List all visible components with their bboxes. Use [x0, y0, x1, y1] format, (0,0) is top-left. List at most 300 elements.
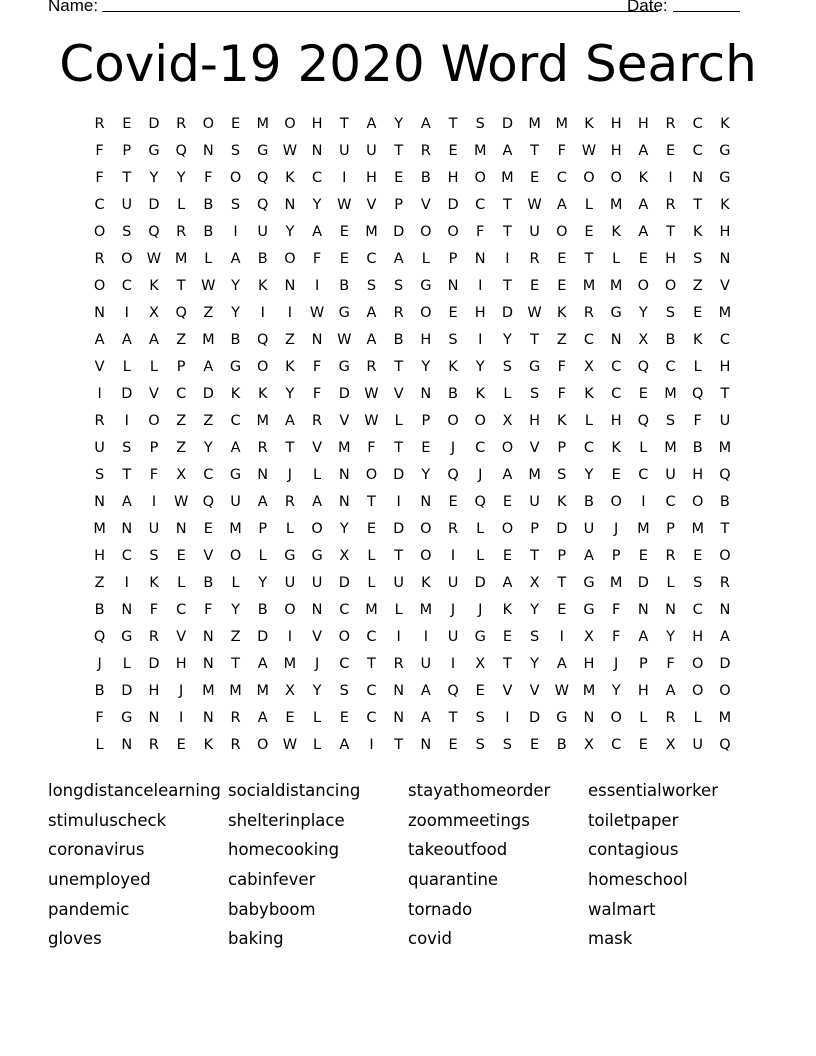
grid-letter[interactable]: E	[638, 251, 648, 267]
grid-letter[interactable]: H	[529, 413, 541, 429]
grid-letter[interactable]: F	[95, 710, 104, 726]
grid-letter[interactable]: Y	[231, 602, 240, 618]
grid-letter[interactable]: K	[584, 386, 594, 402]
grid-letter[interactable]: U	[692, 737, 704, 753]
grid-letter[interactable]: Z	[284, 332, 295, 348]
grid-letter[interactable]: E	[339, 251, 349, 267]
grid-letter[interactable]: C	[583, 440, 595, 456]
grid-letter[interactable]: X	[638, 332, 649, 348]
grid-letter[interactable]: S	[366, 278, 377, 294]
grid-letter[interactable]: L	[421, 251, 430, 267]
grid-letter[interactable]: U	[94, 440, 105, 456]
grid-letter[interactable]: L	[476, 521, 485, 537]
grid-letter[interactable]: K	[285, 359, 295, 375]
grid-letter[interactable]: K	[257, 278, 268, 294]
grid-letter[interactable]: O	[556, 224, 568, 240]
grid-letter[interactable]: C	[366, 710, 377, 726]
grid-letter[interactable]: L	[313, 737, 322, 753]
grid-letter[interactable]: P	[258, 521, 268, 537]
grid-letter[interactable]: O	[610, 170, 622, 186]
grid-letter[interactable]: I	[450, 548, 456, 564]
grid-letter[interactable]: X	[665, 737, 676, 753]
grid-letter[interactable]: T	[176, 278, 186, 294]
grid-letter[interactable]: R	[176, 224, 187, 240]
grid-letter[interactable]: K	[692, 224, 703, 240]
grid-letter[interactable]: J	[97, 656, 102, 672]
grid-letter[interactable]: H	[692, 629, 704, 645]
grid-letter[interactable]: L	[313, 710, 322, 726]
grid-letter[interactable]: N	[148, 710, 160, 726]
grid-letter[interactable]: D	[121, 683, 133, 699]
grid-letter[interactable]: N	[202, 629, 214, 645]
grid-letter[interactable]: F	[557, 359, 566, 375]
grid-letter[interactable]: Q	[175, 305, 187, 321]
grid-letter[interactable]: N	[420, 494, 432, 510]
grid-letter[interactable]: T	[693, 197, 703, 213]
grid-letter[interactable]: Q	[148, 224, 160, 240]
grid-letter[interactable]: B	[692, 440, 703, 456]
grid-letter[interactable]: O	[420, 521, 432, 537]
grid-letter[interactable]: T	[122, 467, 132, 483]
grid-letter[interactable]: T	[584, 251, 594, 267]
grid-letter[interactable]: V	[312, 440, 323, 456]
grid-letter[interactable]: L	[639, 440, 648, 456]
grid-letter[interactable]: D	[257, 629, 269, 645]
grid-letter[interactable]: M	[528, 116, 541, 132]
grid-letter[interactable]: G	[583, 575, 595, 591]
grid-letter[interactable]: O	[284, 251, 296, 267]
grid-letter[interactable]: G	[257, 143, 269, 159]
grid-letter[interactable]: R	[665, 710, 676, 726]
grid-letter[interactable]: C	[719, 332, 730, 348]
grid-letter[interactable]: S	[394, 278, 404, 294]
grid-letter[interactable]: L	[149, 359, 159, 375]
grid-letter[interactable]: I	[151, 494, 157, 510]
grid-letter[interactable]: Z	[203, 305, 214, 321]
grid-letter[interactable]: E	[122, 116, 132, 132]
grid-letter[interactable]: A	[366, 332, 377, 348]
grid-letter[interactable]: M	[609, 575, 623, 591]
grid-letter[interactable]: G	[420, 278, 432, 294]
grid-letter[interactable]: W	[201, 278, 216, 294]
grid-letter[interactable]: B	[393, 332, 404, 348]
grid-letter[interactable]: A	[230, 440, 241, 456]
grid-letter[interactable]: M	[174, 251, 188, 267]
grid-letter[interactable]: K	[149, 575, 159, 591]
grid-letter[interactable]: H	[719, 224, 731, 240]
grid-letter[interactable]: K	[638, 170, 649, 186]
grid-letter[interactable]: K	[720, 197, 730, 213]
grid-letter[interactable]: E	[557, 251, 567, 267]
grid-letter[interactable]: N	[610, 332, 622, 348]
grid-letter[interactable]: E	[176, 737, 186, 753]
grid-letter[interactable]: T	[502, 197, 512, 213]
grid-letter[interactable]: I	[423, 629, 428, 645]
grid-letter[interactable]: R	[420, 143, 431, 159]
grid-letter[interactable]: I	[478, 332, 483, 348]
grid-letter[interactable]: T	[367, 656, 376, 672]
grid-letter[interactable]: U	[529, 494, 540, 510]
grid-letter[interactable]: B	[203, 224, 214, 240]
grid-letter[interactable]: T	[394, 737, 404, 753]
grid-letter[interactable]: H	[637, 116, 649, 132]
grid-letter[interactable]: B	[339, 278, 350, 294]
grid-letter[interactable]: C	[339, 602, 350, 618]
grid-letter[interactable]: G	[610, 305, 622, 321]
grid-letter[interactable]: L	[231, 575, 240, 591]
grid-letter[interactable]: O	[229, 548, 242, 564]
grid-letter[interactable]: W	[282, 143, 298, 159]
grid-letter[interactable]: G	[338, 359, 350, 375]
grid-letter[interactable]: T	[720, 386, 730, 402]
grid-letter[interactable]: Y	[285, 224, 295, 240]
grid-letter[interactable]: U	[719, 413, 731, 429]
grid-letter[interactable]: C	[366, 629, 377, 645]
grid-letter[interactable]: Y	[285, 386, 295, 402]
grid-letter[interactable]: Q	[447, 683, 459, 699]
grid-letter[interactable]: I	[124, 305, 129, 321]
grid-letter[interactable]: H	[610, 143, 622, 159]
grid-letter[interactable]: H	[583, 656, 595, 672]
grid-letter[interactable]: C	[611, 359, 622, 375]
grid-letter[interactable]: C	[176, 602, 187, 618]
grid-letter[interactable]: Q	[447, 467, 459, 483]
grid-letter[interactable]: N	[583, 710, 595, 726]
grid-letter[interactable]: D	[529, 710, 541, 726]
grid-letter[interactable]: P	[149, 440, 159, 456]
grid-letter[interactable]: K	[421, 575, 431, 591]
grid-letter[interactable]: K	[257, 386, 268, 402]
grid-letter[interactable]: Z	[556, 332, 567, 348]
grid-letter[interactable]: C	[556, 170, 567, 186]
grid-letter[interactable]: I	[314, 278, 320, 294]
grid-letter[interactable]: F	[693, 413, 702, 429]
grid-letter[interactable]: B	[420, 170, 431, 186]
grid-letter[interactable]: R	[148, 629, 159, 645]
grid-letter[interactable]: V	[420, 197, 431, 213]
grid-letter[interactable]: E	[448, 305, 458, 321]
grid-letter[interactable]: I	[342, 170, 347, 186]
grid-letter[interactable]: I	[287, 305, 293, 321]
grid-letter[interactable]: U	[257, 224, 269, 240]
grid-letter[interactable]: V	[366, 197, 377, 213]
grid-letter[interactable]: D	[501, 116, 513, 132]
grid-letter[interactable]: K	[557, 494, 567, 510]
grid-letter[interactable]: S	[122, 224, 132, 240]
grid-letter[interactable]: G	[528, 359, 541, 375]
grid-letter[interactable]: D	[474, 575, 486, 591]
grid-letter[interactable]: D	[338, 575, 350, 591]
grid-letter[interactable]: I	[97, 386, 102, 402]
grid-letter[interactable]: N	[175, 521, 187, 537]
grid-letter[interactable]: E	[448, 494, 458, 510]
grid-letter[interactable]: U	[284, 575, 296, 591]
grid-letter[interactable]: H	[175, 656, 187, 672]
grid-letter[interactable]: N	[121, 737, 133, 753]
grid-letter[interactable]: R	[447, 521, 459, 537]
grid-letter[interactable]: W	[337, 197, 352, 213]
grid-letter[interactable]: C	[665, 359, 676, 375]
grid-letter[interactable]: I	[233, 224, 238, 240]
grid-letter[interactable]: R	[284, 494, 295, 510]
grid-letter[interactable]: O	[719, 683, 731, 699]
grid-letter[interactable]: O	[257, 737, 269, 753]
grid-letter[interactable]: O	[692, 656, 704, 672]
grid-letter[interactable]: Y	[231, 278, 240, 294]
grid-letter[interactable]: T	[666, 224, 675, 240]
grid-letter[interactable]: Y	[394, 116, 404, 132]
grid-letter[interactable]: M	[256, 116, 269, 132]
grid-letter[interactable]: U	[420, 656, 432, 672]
grid-letter[interactable]: T	[448, 116, 458, 132]
grid-letter[interactable]: A	[420, 116, 431, 132]
grid-letter[interactable]: B	[665, 332, 676, 348]
grid-letter[interactable]: R	[230, 710, 241, 726]
grid-letter[interactable]: B	[203, 575, 214, 591]
grid-letter[interactable]: X	[176, 467, 187, 483]
grid-letter[interactable]: H	[474, 305, 486, 321]
grid-letter[interactable]: A	[502, 575, 513, 591]
grid-letter[interactable]: L	[693, 359, 702, 375]
grid-letter[interactable]: J	[614, 521, 619, 537]
grid-letter[interactable]: E	[502, 548, 512, 564]
grid-letter[interactable]: J	[450, 440, 456, 456]
grid-letter[interactable]: P	[176, 359, 186, 375]
grid-letter[interactable]: U	[230, 494, 241, 510]
grid-letter[interactable]: U	[366, 143, 377, 159]
grid-letter[interactable]: M	[473, 143, 487, 159]
grid-letter[interactable]: U	[393, 575, 404, 591]
grid-letter[interactable]: K	[230, 386, 241, 402]
grid-letter[interactable]: X	[149, 305, 159, 321]
grid-letter[interactable]: Y	[530, 602, 540, 618]
grid-letter[interactable]: L	[639, 710, 648, 726]
grid-letter[interactable]: K	[149, 278, 159, 294]
grid-letter[interactable]: H	[665, 251, 676, 267]
grid-letter[interactable]: Q	[93, 629, 106, 645]
grid-letter[interactable]: D	[447, 197, 459, 213]
grid-letter[interactable]: M	[256, 413, 269, 429]
grid-letter[interactable]: A	[366, 305, 377, 321]
grid-letter[interactable]: L	[584, 197, 594, 213]
grid-letter[interactable]: U	[583, 521, 595, 537]
grid-letter[interactable]: I	[505, 710, 510, 726]
grid-letter[interactable]: P	[122, 143, 132, 159]
grid-letter[interactable]: V	[529, 440, 540, 456]
grid-letter[interactable]: E	[203, 521, 213, 537]
grid-letter[interactable]: F	[312, 386, 322, 402]
grid-letter[interactable]: A	[121, 332, 132, 348]
grid-letter[interactable]: S	[557, 467, 567, 483]
grid-letter[interactable]: T	[502, 278, 512, 294]
grid-letter[interactable]: O	[474, 413, 486, 429]
grid-letter[interactable]: L	[177, 575, 186, 591]
grid-letter[interactable]: S	[339, 683, 349, 699]
grid-letter[interactable]: P	[666, 521, 675, 537]
grid-letter[interactable]: O	[93, 224, 106, 240]
grid-letter[interactable]: M	[365, 224, 378, 240]
grid-letter[interactable]: L	[367, 548, 376, 564]
grid-letter[interactable]: M	[528, 467, 541, 483]
grid-letter[interactable]: I	[396, 494, 401, 510]
grid-letter[interactable]: R	[665, 116, 676, 132]
grid-letter[interactable]: L	[313, 467, 322, 483]
grid-letter[interactable]: U	[148, 521, 160, 537]
grid-letter[interactable]: O	[93, 278, 106, 294]
grid-letter[interactable]: Q	[175, 143, 187, 159]
grid-letter[interactable]: Y	[203, 440, 213, 456]
grid-letter[interactable]: I	[641, 494, 646, 510]
grid-letter[interactable]: S	[665, 305, 676, 321]
grid-letter[interactable]: M	[637, 521, 650, 537]
grid-letter[interactable]: U	[665, 467, 676, 483]
grid-letter[interactable]: E	[665, 143, 676, 159]
grid-letter[interactable]: L	[394, 413, 403, 429]
grid-letter[interactable]: V	[339, 413, 350, 429]
grid-letter[interactable]: O	[365, 467, 378, 483]
grid-letter[interactable]: Z	[176, 440, 187, 456]
grid-letter[interactable]: J	[314, 656, 320, 672]
grid-letter[interactable]: N	[393, 683, 405, 699]
grid-letter[interactable]: N	[284, 278, 296, 294]
grid-letter[interactable]: B	[94, 602, 105, 618]
grid-letter[interactable]: B	[257, 602, 268, 618]
grid-letter[interactable]: M	[202, 683, 215, 699]
grid-letter[interactable]: C	[692, 602, 703, 618]
grid-letter[interactable]: N	[202, 710, 214, 726]
grid-letter[interactable]: C	[230, 413, 241, 429]
grid-letter[interactable]: O	[583, 170, 595, 186]
grid-letter[interactable]: A	[420, 710, 431, 726]
grid-letter[interactable]: S	[665, 413, 676, 429]
grid-letter[interactable]: D	[121, 386, 133, 402]
grid-letter[interactable]: N	[311, 602, 323, 618]
grid-letter[interactable]: W	[337, 332, 352, 348]
grid-letter[interactable]: N	[311, 143, 323, 159]
grid-letter[interactable]: M	[718, 440, 732, 456]
grid-letter[interactable]: P	[421, 413, 431, 429]
grid-letter[interactable]: F	[557, 386, 566, 402]
grid-letter[interactable]: N	[474, 251, 486, 267]
grid-letter[interactable]: O	[692, 683, 704, 699]
grid-letter[interactable]: S	[475, 710, 485, 726]
grid-letter[interactable]: G	[148, 143, 160, 159]
grid-letter[interactable]: Z	[692, 278, 703, 294]
grid-letter[interactable]: V	[529, 683, 540, 699]
grid-letter[interactable]: E	[557, 278, 567, 294]
grid-letter[interactable]: L	[285, 521, 294, 537]
grid-letter[interactable]: X	[284, 683, 295, 699]
grid-letter[interactable]: G	[229, 467, 242, 483]
grid-letter[interactable]: L	[204, 251, 213, 267]
grid-letter[interactable]: E	[638, 548, 648, 564]
grid-letter[interactable]: J	[478, 467, 483, 483]
grid-letter[interactable]: O	[284, 116, 296, 132]
grid-letter[interactable]: N	[420, 737, 432, 753]
grid-letter[interactable]: M	[664, 386, 677, 402]
grid-letter[interactable]: K	[692, 332, 703, 348]
grid-letter[interactable]: T	[448, 710, 458, 726]
grid-letter[interactable]: O	[501, 440, 514, 456]
grid-letter[interactable]: D	[556, 521, 568, 537]
grid-letter[interactable]: Q	[474, 494, 486, 510]
grid-letter[interactable]: I	[287, 629, 293, 645]
grid-letter[interactable]: M	[256, 683, 269, 699]
grid-letter[interactable]: O	[420, 305, 432, 321]
grid-letter[interactable]: E	[530, 278, 540, 294]
grid-letter[interactable]: X	[475, 656, 486, 672]
grid-letter[interactable]: Q	[719, 737, 731, 753]
grid-letter[interactable]: A	[502, 467, 513, 483]
grid-letter[interactable]: Z	[176, 413, 187, 429]
grid-letter[interactable]: N	[692, 170, 704, 186]
grid-letter[interactable]: I	[450, 656, 456, 672]
grid-letter[interactable]: F	[95, 143, 104, 159]
grid-letter[interactable]: P	[557, 548, 567, 564]
grid-letter[interactable]: K	[203, 737, 214, 753]
grid-letter[interactable]: N	[719, 602, 731, 618]
grid-letter[interactable]: G	[121, 629, 133, 645]
grid-letter[interactable]: N	[121, 602, 133, 618]
grid-letter[interactable]: C	[611, 737, 622, 753]
grid-letter[interactable]: N	[202, 143, 214, 159]
grid-letter[interactable]: W	[554, 683, 569, 699]
grid-letter[interactable]: S	[475, 737, 485, 753]
grid-letter[interactable]: E	[530, 170, 540, 186]
grid-letter[interactable]: L	[177, 197, 186, 213]
grid-letter[interactable]: C	[475, 440, 486, 456]
grid-letter[interactable]: C	[312, 170, 323, 186]
grid-letter[interactable]: T	[530, 143, 540, 159]
grid-letter[interactable]: L	[394, 602, 403, 618]
grid-letter[interactable]: A	[665, 683, 676, 699]
grid-letter[interactable]: P	[611, 548, 621, 564]
name-blank-line[interactable]	[102, 11, 658, 12]
grid-letter[interactable]: O	[229, 170, 242, 186]
grid-letter[interactable]: F	[312, 359, 322, 375]
grid-letter[interactable]: U	[338, 143, 350, 159]
grid-letter[interactable]: F	[666, 656, 675, 672]
grid-letter[interactable]: L	[367, 575, 376, 591]
grid-letter[interactable]: G	[284, 548, 296, 564]
grid-letter[interactable]: O	[610, 494, 622, 510]
grid-letter[interactable]: E	[557, 602, 567, 618]
grid-letter[interactable]: A	[203, 359, 214, 375]
grid-letter[interactable]: X	[584, 359, 594, 375]
grid-letter[interactable]: C	[366, 683, 377, 699]
grid-letter[interactable]: D	[202, 386, 214, 402]
grid-letter[interactable]: J	[450, 602, 456, 618]
grid-letter[interactable]: T	[122, 170, 132, 186]
grid-letter[interactable]: Y	[584, 467, 594, 483]
grid-letter[interactable]: M	[419, 602, 433, 618]
grid-letter[interactable]: W	[173, 494, 189, 510]
grid-letter[interactable]: R	[529, 251, 540, 267]
grid-letter[interactable]: M	[501, 170, 514, 186]
grid-letter[interactable]: J	[478, 602, 483, 618]
grid-letter[interactable]: N	[338, 467, 350, 483]
grid-letter[interactable]: H	[719, 359, 731, 375]
grid-letter[interactable]: Y	[611, 683, 621, 699]
grid-letter[interactable]: G	[583, 602, 595, 618]
grid-letter[interactable]: E	[693, 305, 703, 321]
grid-letter[interactable]: A	[638, 197, 649, 213]
grid-letter[interactable]: L	[95, 737, 104, 753]
grid-letter[interactable]: X	[584, 737, 594, 753]
grid-letter[interactable]: C	[339, 656, 350, 672]
grid-letter[interactable]: Y	[231, 305, 240, 321]
grid-letter[interactable]: Q	[257, 197, 269, 213]
